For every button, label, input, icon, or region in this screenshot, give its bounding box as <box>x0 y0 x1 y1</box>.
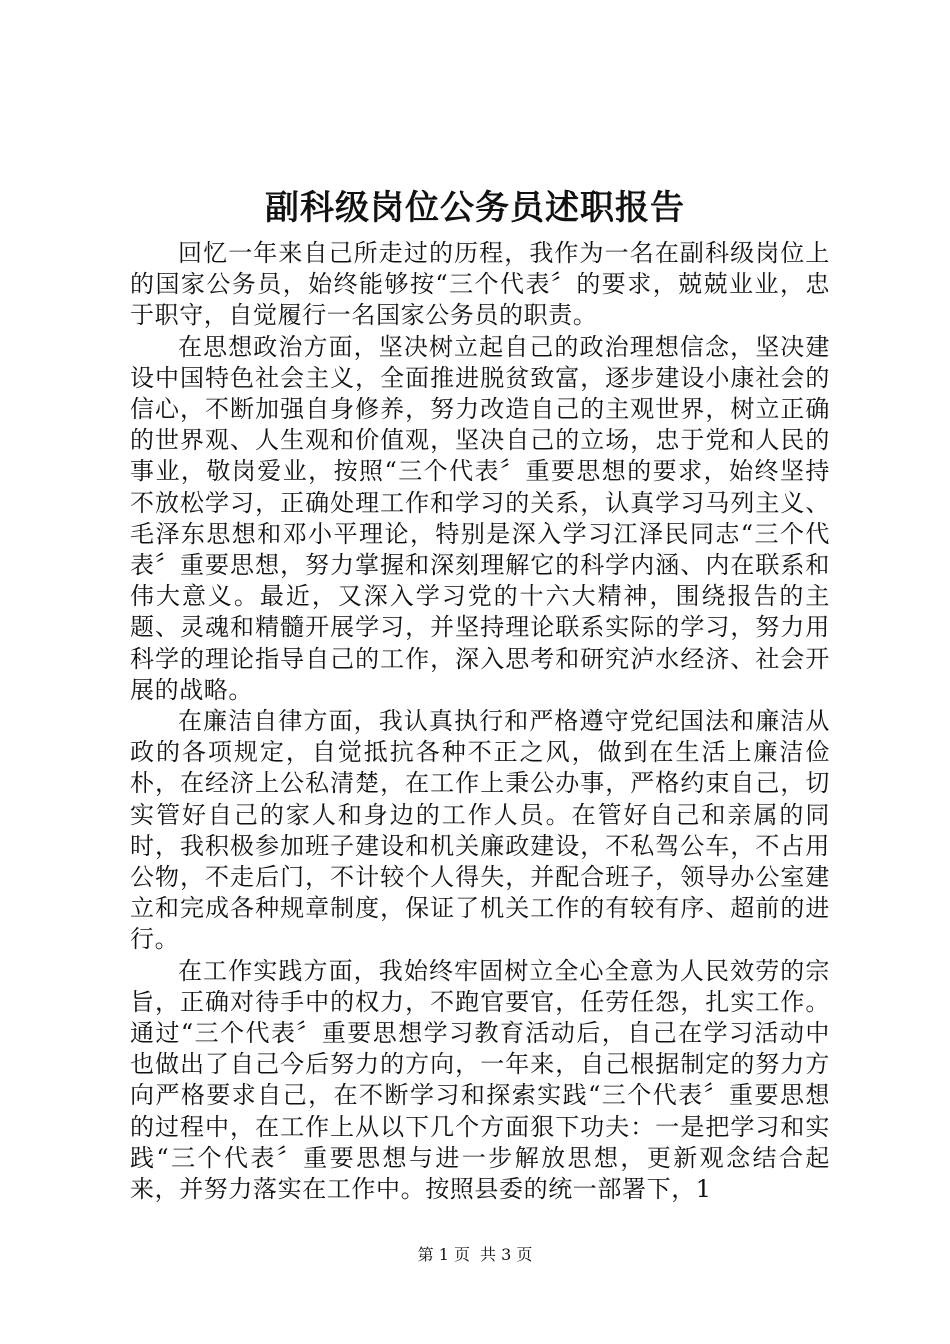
page-number: 第 1 页 <box>417 1245 470 1264</box>
page-footer <box>0 1244 950 1266</box>
paragraph-intro: 回忆一年来自己所走过的历程，我作为一名在副科级岗位上的国家公务员，始终能够按“三个代表〞的要求，兢兢业业，忠于职守，自觉履行一名国家公务员的职责。 <box>130 239 830 330</box>
page-total: 共 3 页 <box>480 1245 533 1264</box>
paragraph-work-practice: 在工作实践方面，我始终牢固树立全心全意为人民效劳的宗旨，正确对待手中的权力，不跑官要官，任劳任怨，扎实工作。通过“三个代表〞重要思想学习教育活动后，自己在学习活动中也做出了自己今后努力的方向，一年来，自己根据制定的努力方向严格要求自己，在不断学习和探索实践“三个代表〞重要思想的过程中，在工作上从以下几个方面狠下功夫：一是把学习和实践“三个代表〞重要思想与进一步解放思想，更新观念结合起来，并努力落实在工作中。按照县委的统一部署下，1 <box>130 956 830 1204</box>
paragraph-integrity: 在廉洁自律方面，我认真执行和严格遵守党纪国法和廉洁从政的各项规定，自觉抵抗各种不正之风，做到在生活上廉洁俭朴，在经济上公私清楚，在工作上秉公办事，严格约束自己，切实管好自己的家人和身边的工作人员。在管好自己和亲属的同时，我积极参加班子建设和机关廉政建设，不私驾公车，不占用公物，不走后门，不计较个人得失，并配合班子，领导办公室建立和完成各种规章制度，保证了机关工作的有较有序、超前的进行。 <box>130 707 830 954</box>
document-title: 副科级岗位公务员述职报告 <box>265 188 685 228</box>
document-body <box>130 238 830 1205</box>
paragraph-political: 在思想政治方面，坚决树立起自己的政治理想信念，坚决建设中国特色社会主义，全面推进脱贫致富，逐步建设小康社会的信心，不断加强自身修养，努力改造自己的主观世界，树立正确的世界观、人生观和价值观，坚决自己的立场，忠于党和人民的事业，敬岗爱业，按照“三个代表〞重要思想的要求，始终坚持不放松学习，正确处理工作和学习的关系，认真学习马列主义、毛泽东思想和邓小平理论，特别是深入学习江泽民同志“三个代表〞重要思想，努力掌握和深刻理解它的科学内涵、内在联系和伟大意义。最近，又深入学习党的十六大精神，围绕报告的主题、灵魂和精髓开展学习，并坚持理论联系实际的学习，努力用科学的理论指导自己的工作，深入思考和研究泸水经济、社会开展的战略。 <box>130 332 830 704</box>
